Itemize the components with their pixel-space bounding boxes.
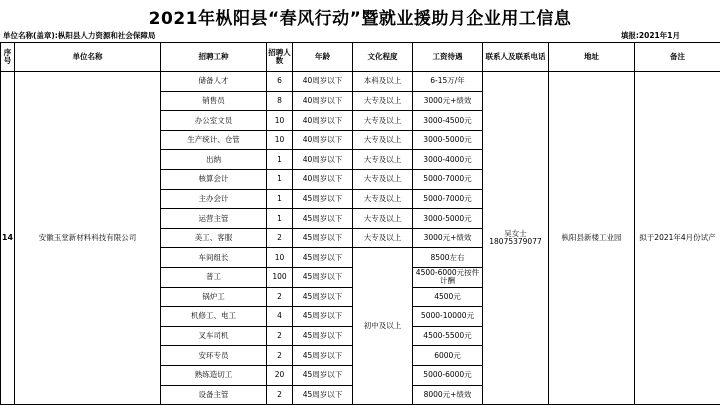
position-cell: 运营主管 xyxy=(161,209,267,229)
position-cell: 设备主管 xyxy=(161,385,267,405)
education-cell: 大专及以上 xyxy=(353,189,413,209)
salary-cell: 3000元+绩效 xyxy=(413,91,483,111)
salary-cell: 6-15万/年 xyxy=(413,72,483,92)
position-cell: 叉车司机 xyxy=(161,326,267,346)
age-cell: 45周岁以下 xyxy=(293,287,353,307)
salary-cell: 8000元+绩效 xyxy=(413,385,483,405)
position-cell: 安环专员 xyxy=(161,346,267,366)
education-cell: 大专及以上 xyxy=(353,150,413,170)
salary-cell: 5000-10000元 xyxy=(413,307,483,327)
contact-name: 吴女士 xyxy=(483,230,548,238)
position-cell: 办公室文员 xyxy=(161,111,267,131)
position-cell: 主办会计 xyxy=(161,189,267,209)
unit-label: 单位名称(盖章):枞阳县人力资源和社会保障局 xyxy=(3,30,155,41)
age-cell: 40周岁以下 xyxy=(293,111,353,131)
age-cell: 45周岁以下 xyxy=(293,385,353,405)
count-cell: 2 xyxy=(267,287,293,307)
header-note: 备注 xyxy=(635,43,720,72)
salary-cell: 5000-7000元 xyxy=(413,189,483,209)
salary-cell: 5000-6000元 xyxy=(413,365,483,385)
salary-cell: 6000元 xyxy=(413,346,483,366)
table-row xyxy=(1,72,720,92)
education-cell: 大专及以上 xyxy=(353,130,413,150)
company-name: 安徽玉堂新材料科技有限公司 xyxy=(15,72,161,405)
contact-cell xyxy=(483,72,549,405)
salary-cell: 3000-5000元 xyxy=(413,209,483,229)
count-cell: 100 xyxy=(267,267,293,287)
age-cell: 40周岁以下 xyxy=(293,72,353,92)
salary-cell: 4500-5500元 xyxy=(413,326,483,346)
position-cell: 普工 xyxy=(161,267,267,287)
age-cell: 45周岁以下 xyxy=(293,365,353,385)
count-cell: 2 xyxy=(267,346,293,366)
age-cell: 40周岁以下 xyxy=(293,130,353,150)
fill-date: 填报:2021年1月 xyxy=(621,30,680,41)
count-cell: 1 xyxy=(267,209,293,229)
contact-phone: 18075379077 xyxy=(483,238,548,246)
age-cell: 45周岁以下 xyxy=(293,248,353,268)
meta-bar xyxy=(0,30,720,42)
position-cell: 锅炉工 xyxy=(161,287,267,307)
header-address: 地址 xyxy=(549,43,635,72)
count-cell: 10 xyxy=(267,130,293,150)
count-cell: 8 xyxy=(267,91,293,111)
salary-cell: 4500元 xyxy=(413,287,483,307)
position-cell: 生产统计、仓管 xyxy=(161,130,267,150)
salary-cell: 3000-4000元 xyxy=(413,150,483,170)
header-salary: 工资待遇 xyxy=(413,43,483,72)
age-cell: 45周岁以下 xyxy=(293,326,353,346)
header-age: 年龄 xyxy=(293,43,353,72)
salary-cell: 3000-5000元 xyxy=(413,130,483,150)
education-cell: 大专及以上 xyxy=(353,209,413,229)
age-cell: 45周岁以下 xyxy=(293,228,353,248)
education-cell: 大专及以上 xyxy=(353,91,413,111)
education-cell: 大专及以上 xyxy=(353,111,413,131)
position-cell: 核算会计 xyxy=(161,169,267,189)
count-cell: 1 xyxy=(267,150,293,170)
age-cell: 40周岁以下 xyxy=(293,91,353,111)
count-cell: 10 xyxy=(267,248,293,268)
header-index: 序号 xyxy=(1,43,15,72)
position-cell: 美工、客服 xyxy=(161,228,267,248)
header-company: 单位名称 xyxy=(15,43,161,72)
count-cell: 6 xyxy=(267,72,293,92)
position-cell: 车间组长 xyxy=(161,248,267,268)
note-cell: 拟于2021年4月份试产 xyxy=(635,72,720,405)
age-cell: 45周岁以下 xyxy=(293,346,353,366)
count-cell: 20 xyxy=(267,365,293,385)
header-count: 招聘人数 xyxy=(267,43,293,72)
age-cell: 45周岁以下 xyxy=(293,307,353,327)
page-title: 2021年枞阳县“春风行动”暨就业援助月企业用工信息 xyxy=(0,4,720,29)
education-cell: 本科及以上 xyxy=(353,72,413,92)
position-cell: 储备人才 xyxy=(161,72,267,92)
salary-cell: 8500左右 xyxy=(413,248,483,268)
salary-cell: 5000-7000元 xyxy=(413,169,483,189)
count-cell: 1 xyxy=(267,189,293,209)
salary-cell: 3000元+绩效 xyxy=(413,228,483,248)
education-cell: 大专及以上 xyxy=(353,169,413,189)
age-cell: 40周岁以下 xyxy=(293,169,353,189)
age-cell: 45周岁以下 xyxy=(293,189,353,209)
position-cell: 熟练造切工 xyxy=(161,365,267,385)
position-cell: 出纳 xyxy=(161,150,267,170)
salary-cell: 4500-6000元按件计酬 xyxy=(413,267,483,287)
salary-cell: 3000-4500元 xyxy=(413,111,483,131)
count-cell: 2 xyxy=(267,385,293,405)
age-cell: 45周岁以下 xyxy=(293,267,353,287)
count-cell: 2 xyxy=(267,326,293,346)
row-index: 14 xyxy=(1,72,15,405)
position-cell: 机修工、电工 xyxy=(161,307,267,327)
recruitment-table xyxy=(0,42,720,405)
header-education: 文化程度 xyxy=(353,43,413,72)
count-cell: 4 xyxy=(267,307,293,327)
count-cell: 10 xyxy=(267,111,293,131)
age-cell: 45周岁以下 xyxy=(293,209,353,229)
count-cell: 2 xyxy=(267,228,293,248)
header-row xyxy=(1,43,720,72)
age-cell: 40周岁以下 xyxy=(293,150,353,170)
header-position: 招聘工种 xyxy=(161,43,267,72)
position-cell: 销售员 xyxy=(161,91,267,111)
address-cell: 枞阳县新楼工业园 xyxy=(549,72,635,405)
count-cell: 1 xyxy=(267,169,293,189)
education-cell-merged: 初中及以上 xyxy=(353,248,413,405)
education-cell: 大专及以上 xyxy=(353,228,413,248)
header-contact: 联系人及联系电话 xyxy=(483,43,549,72)
